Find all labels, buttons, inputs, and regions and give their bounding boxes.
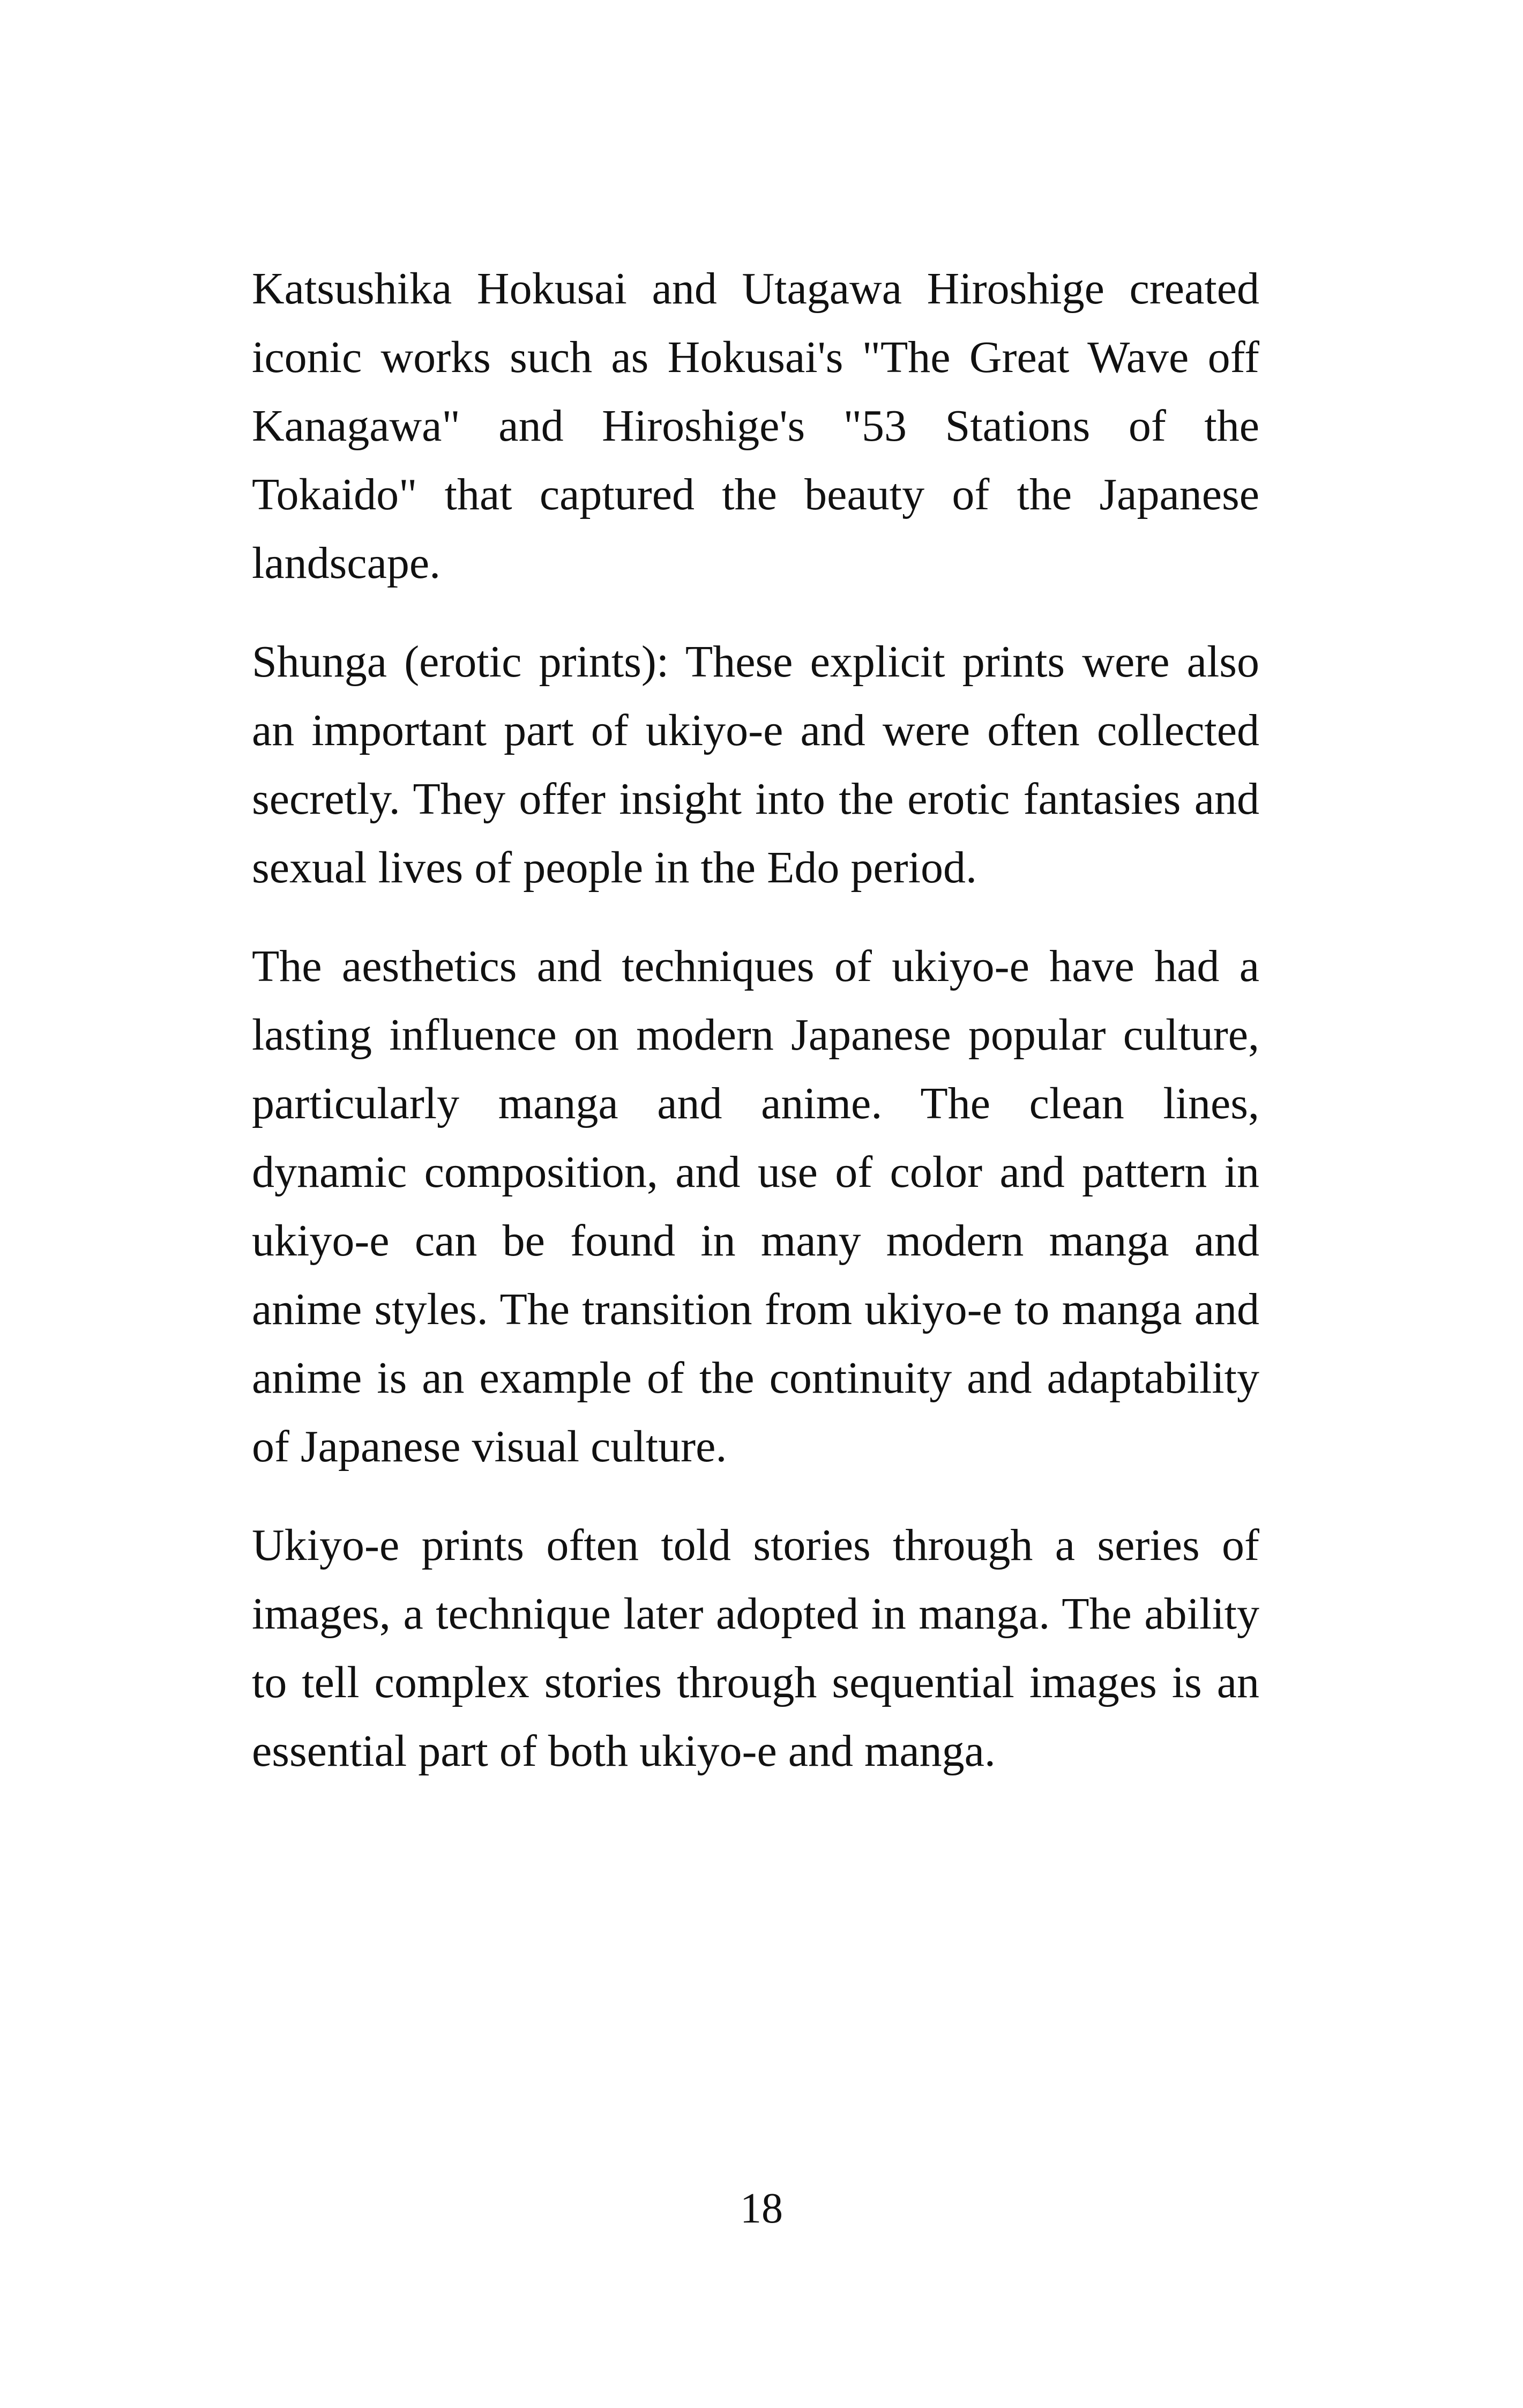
paragraph-influence-on-manga-anime: The aesthetics and techniques of ukiyo-e have had a lasting influence on modern Japanese popular culture, particularly manga and anime. The clean lines, dynamic composition, and use of color and pattern in ukiyo-e can be found in many modern manga and anime styles. The transition from ukiyo-e to manga and anime is an example of the continuity and adaptability of Japanese visual culture. — [252, 941, 1259, 1471]
paragraph-sequential-storytelling: Ukiyo-e prints often told stories through a series of images, a technique later adopted in manga. The ability to tell complex stories through sequential images is an essential part of both ukiyo-e and manga. — [252, 1520, 1259, 1776]
paragraph-hokusai-hiroshige: Katsushika Hokusai and Utagawa Hiroshige created iconic works such as Hokusai's "The Great Wave off Kanagawa" and Hiroshige's "53 Stations of the Tokaido" that captured the beauty of the Japanese landscape. — [252, 264, 1259, 588]
paragraph-shunga: Shunga (erotic prints): These explicit prints were also an important part of ukiyo-e and were often collected secretly. They offer insight into the erotic fantasies and sexual lives of people in the Edo period. — [252, 637, 1259, 893]
page-number: 18 — [740, 2185, 783, 2232]
body-text — [252, 255, 1259, 1816]
